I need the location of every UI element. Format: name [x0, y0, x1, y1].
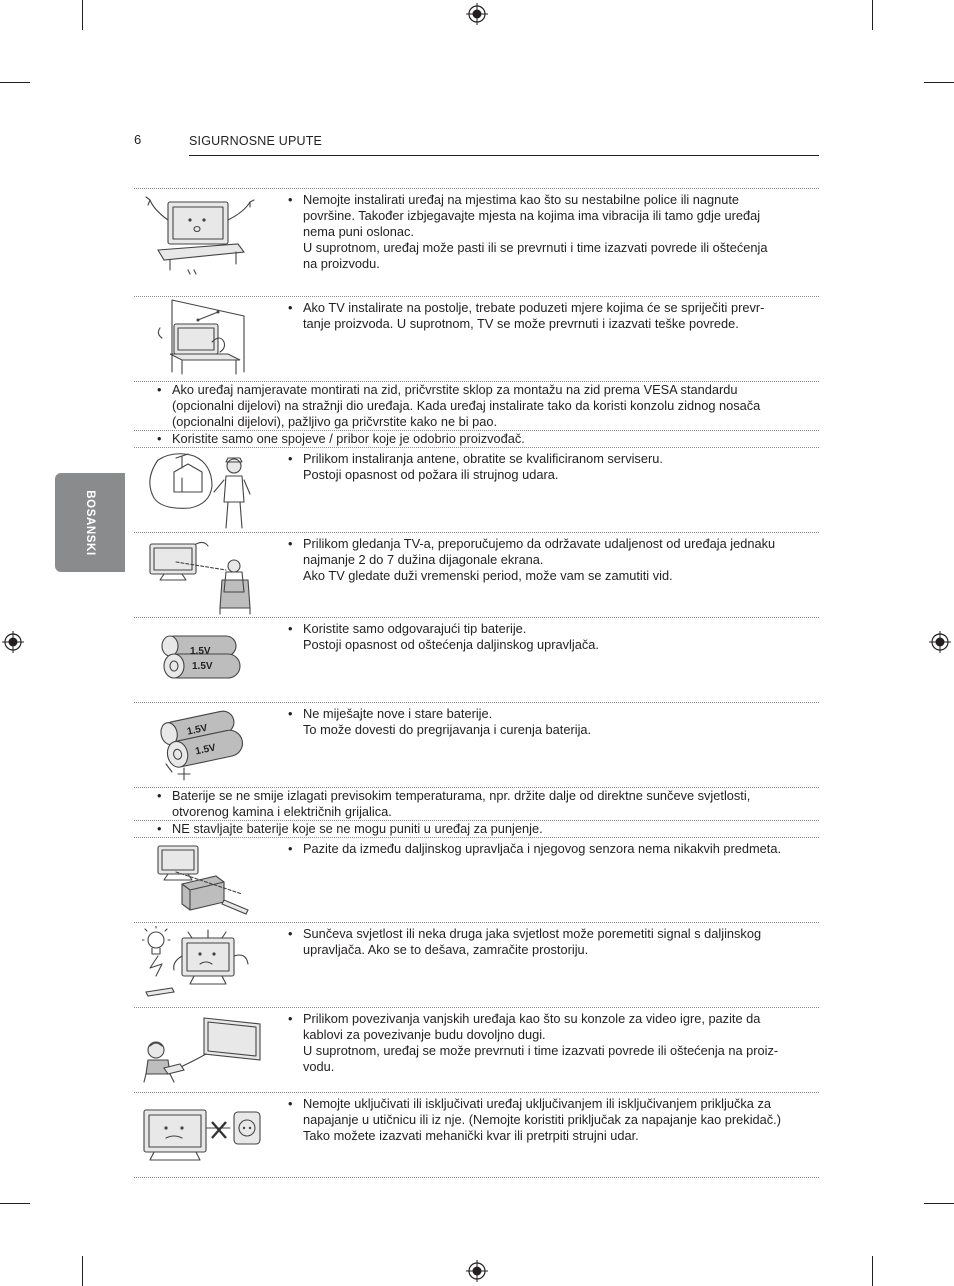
bullet: •	[157, 821, 162, 836]
safety-item	[288, 536, 803, 584]
item-line: vodu.	[303, 1059, 335, 1074]
divider	[134, 1092, 819, 1093]
registration-mark-icon	[2, 631, 24, 653]
divider	[134, 296, 819, 297]
item-line: Prilikom instaliranja antene, obratite se kvalificiranom serviseru.	[303, 451, 663, 466]
item-line: Postoji opasnost od oštećenja daljinskog upravljača.	[303, 637, 599, 652]
item-line: otvorenog kamina i električnih grijalica.	[172, 804, 392, 819]
bullet: •	[157, 788, 162, 803]
battery-voltage-label: 1.5V	[190, 646, 211, 657]
item-line: površine. Također izbjegavajte mjesta na kojima ima vibracija ili tamo gdje uređaj	[303, 208, 761, 223]
crop-mark	[924, 82, 954, 83]
item-line: (opcionalni dijelovi) na stražnji dio uređaja. Kada uređaj instalirate tako da koristi konzolu zidnog nosača	[172, 398, 761, 413]
bullet: •	[288, 536, 293, 551]
mixed-batteries-illustration	[154, 706, 250, 782]
bullet: •	[157, 382, 162, 397]
item-line: To može dovesti do pregrijavanja i curenja baterija.	[303, 722, 592, 737]
bullet: •	[288, 841, 293, 856]
safety-item	[288, 1011, 803, 1075]
item-line: Prilikom gledanja TV-a, preporučujemo da održavate udaljenost od uređaja jednaku	[303, 536, 776, 551]
safety-item	[288, 1096, 803, 1144]
safety-item	[288, 300, 803, 332]
safety-item	[288, 621, 803, 653]
safety-item	[288, 192, 803, 272]
bullet: •	[288, 706, 293, 721]
divider	[134, 617, 819, 618]
safety-item	[157, 382, 812, 430]
viewing-distance-illustration	[146, 536, 260, 616]
item-line: napajanje u utičnicu ili iz nje. (Nemojte koristiti priključak za napajanje kao prekidač.)	[303, 1112, 781, 1127]
bullet: •	[288, 300, 293, 315]
strong-light-illustration	[142, 926, 258, 1004]
divider	[134, 532, 819, 533]
item-line: U suprotnom, uređaj može pasti ili se prevrnuti i time izazvati povrede ili oštećenja	[303, 240, 768, 255]
safety-item	[288, 926, 803, 958]
item-line: na proizvodu.	[303, 256, 380, 271]
crop-mark	[872, 0, 873, 30]
bullet: •	[288, 621, 293, 636]
crop-mark	[924, 1203, 954, 1204]
header-rule	[189, 155, 819, 156]
item-line: (opcionalni dijelovi), pažljivo ga pričvrstite kako ne bi pao.	[172, 414, 498, 429]
remote-obstacle-illustration	[154, 842, 254, 918]
item-line: Nemojte uključivati ili isključivati uređaj uključivanjem ili isključivanjem priključka za	[303, 1096, 771, 1111]
battery-voltage-label: 1.5V	[192, 661, 213, 672]
item-line: upravljača. Ako se to dešava, zamračite prostoriju.	[303, 942, 589, 957]
crop-mark	[872, 1256, 873, 1286]
language-tab-label: BOSANSKI	[84, 489, 96, 556]
safety-item	[157, 788, 812, 820]
item-line: Ako TV gledate duži vremenski period, može vam se zamutiti vid.	[303, 568, 673, 583]
battery-voltage-label: 1.5V	[186, 722, 209, 738]
bullet: •	[288, 1096, 293, 1111]
item-line: Koristite samo one spojeve / pribor koje je odobrio proizvođač.	[172, 431, 525, 446]
item-line: najmanje 2 do 7 dužina dijagonale ekrana.	[303, 552, 544, 567]
safety-item	[288, 706, 803, 738]
page-number: 6	[134, 132, 142, 147]
bullet: •	[288, 1011, 293, 1026]
safety-item	[157, 431, 812, 447]
unstable-tv-illustration	[140, 190, 262, 278]
item-line: kablovi za povezivanje budu dovoljno dugi.	[303, 1027, 546, 1042]
item-line: Ako TV instalirate na postolje, trebate poduzeti mjere kojima će se spriječiti prevr-	[303, 300, 765, 315]
item-line: U suprotnom, uređaj se može prevrnuti i time izazvati povrede ili oštećenja na proiz-	[303, 1043, 779, 1058]
divider	[134, 1177, 819, 1178]
bullet: •	[288, 451, 293, 466]
antenna-service-illustration	[146, 450, 258, 532]
crop-mark	[0, 82, 30, 83]
console-cables-illustration	[140, 1012, 264, 1084]
bullet: •	[288, 192, 293, 207]
power-plug-illustration	[140, 1098, 264, 1170]
bullet: •	[288, 926, 293, 941]
battery-type-illustration	[154, 622, 250, 690]
divider	[134, 837, 819, 838]
divider	[134, 1007, 819, 1008]
item-line: tanje proizvoda. U suprotnom, TV se može prevrnuti i izazvati teške povrede.	[303, 316, 739, 331]
crop-mark	[82, 0, 83, 30]
safety-item	[288, 451, 803, 483]
divider	[134, 447, 819, 448]
item-line: Nemojte instalirati uređaj na mjestima kao što su nestabilne police ili nagnute	[303, 192, 740, 207]
item-line: Baterije se ne smije izlagati previsokim temperaturama, npr. držite dalje od direktne sunčeve svjetlosti,	[172, 788, 751, 803]
registration-mark-icon	[466, 3, 488, 25]
registration-mark-icon	[929, 631, 951, 653]
bullet: •	[157, 431, 162, 446]
item-line: Sunčeva svjetlost ili neka druga jaka svjetlost može poremetiti signal s daljinskog	[303, 926, 762, 941]
tv-stand-tipping-illustration	[152, 298, 252, 382]
divider	[134, 188, 819, 189]
item-line: Ne miješajte nove i stare baterije.	[303, 706, 493, 721]
safety-item	[288, 841, 803, 857]
item-line: Prilikom povezivanja vanjskih uređaja kao što su konzole za video igre, pazite da	[303, 1011, 761, 1026]
item-line: Ako uređaj namjeravate montirati na zid, pričvrstite sklop za montažu na zid prema VESA standardu	[172, 382, 738, 397]
crop-mark	[82, 1256, 83, 1286]
item-line: Koristite samo odgovarajući tip baterije.	[303, 621, 527, 636]
divider	[134, 702, 819, 703]
item-line: nema puni oslonac.	[303, 224, 414, 239]
battery-voltage-label: 1.5V	[194, 742, 217, 758]
section-title: SIGURNOSNE UPUTE	[189, 134, 323, 148]
item-line: Pazite da između daljinskog upravljača i njegovog senzora nema nikakvih predmeta.	[303, 841, 782, 856]
language-tab	[55, 473, 125, 572]
item-line: NE stavljajte baterije koje se ne mogu puniti u uređaj za punjenje.	[172, 821, 543, 836]
safety-item	[157, 821, 812, 837]
item-line: Tako možete izazvati mehanički kvar ili pretrpiti strujni udar.	[303, 1128, 639, 1143]
registration-mark-icon	[466, 1260, 488, 1282]
crop-mark	[0, 1203, 30, 1204]
divider	[134, 922, 819, 923]
item-line: Postoji opasnost od požara ili strujnog udara.	[303, 467, 559, 482]
